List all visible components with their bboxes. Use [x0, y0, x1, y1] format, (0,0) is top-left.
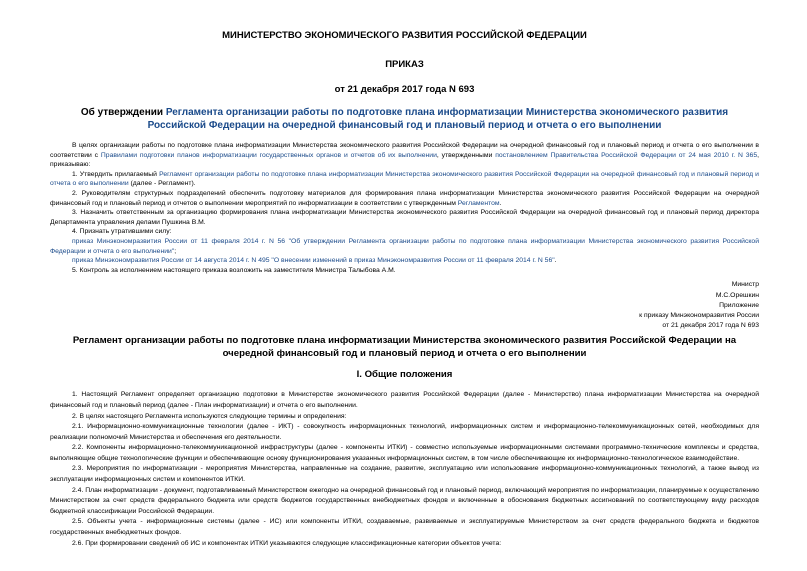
document-type: ПРИКАЗ — [385, 59, 424, 70]
item-2-text: 2. Руководителям структурных подразделений обеспечить подготовку материалов для формирования плана информатизации Министерства экономического развития Российской Федерации на очередной финансовый год и плановый период и отчетов о выполнении мероприятий по информатизации в соответствии с утвержденным — [50, 189, 759, 207]
appendix-label: Приложение — [719, 301, 759, 309]
reg-paragraph-2-3: 2.3. Мероприятия по информатизации - мероприятия Министерства, направленные на создание, развитие, эксплуатацию или использование информационно-коммуникационных технологий, а также вывод из эксплуатации информационных систем и компонентов ИТКИ. — [50, 465, 759, 484]
signature-block — [50, 280, 759, 331]
regulation-short-link[interactable]: Регламентом — [457, 199, 500, 207]
preamble-text-3: , приказываю: — [50, 151, 759, 169]
item-2 — [50, 189, 759, 208]
reg-paragraph-2: 2. В целях настоящего Регламента используются следующие термины и определения: — [72, 412, 347, 420]
section-heading — [50, 369, 759, 380]
rules-link[interactable]: Правилами подготовки планов информатизации государственных органов и отчетов об их выполнении — [100, 151, 437, 159]
preamble-text-2: , утвержденными — [436, 151, 496, 159]
appendix-order: к приказу Минэкономразвития России — [639, 311, 759, 319]
regulation-link[interactable]: Регламент организации работы по подготовке плана информатизации Министерства экономического развития Российской Федерации на очередной финансовый год и плановый период и отчета о его выполнении — [50, 170, 759, 188]
item-3: 3. Назначить ответственным за организацию формирования плана информатизации Министерства экономического развития Российской Федерации на очередной финансовый год и плановый период директора Департамента управления делами Пушкина В.М. — [50, 209, 759, 226]
reg-paragraph-2-5: 2.5. Объекты учета - информационные системы (далее - ИС) или компоненты ИТКИ, создаваемые, развиваемые и эксплуатируемые Министерством за счет средств федерального бюджета и бюджетов государственных внебюджетных фондов. — [50, 518, 759, 537]
preamble-paragraph — [50, 141, 759, 170]
item-5: 5. Контроль за исполнением настоящего приказа возложить на заместителя Министра Талыбова А.М. — [72, 266, 396, 274]
document-title — [58, 106, 751, 132]
reg-paragraph-2-2: 2.2. Компоненты информационно-телекоммуникационной инфраструктуры (далее - компоненты ИТКИ) - совместно используемые информационными системами программно-технические комплексы и средства, выполняющие общие технологические функции и обеспечивающие основу функционирования указанных информационных систем, в том числе обеспечивающие их информационно-технологическое взаимодействие. — [50, 444, 759, 462]
preamble-text-1: В целях организации работы по подготовке плана информатизации Министерства экономического развития Российской Федерации на очередной финансовый год и плановый период и отчета о его выполнении в соответствии с — [50, 142, 759, 159]
item-4: 4. Признать утратившими силу: — [72, 228, 172, 236]
document-date: от 21 декабря 2017 года N 693 — [334, 84, 475, 95]
title-regulation-link[interactable]: Регламента организации работы по подготовке плана информатизации Министерства экономического развития Российской Федерации на очередной финансовый год и плановый период и отчета о его выполнении — [147, 107, 729, 131]
order-495-link[interactable]: приказ Минэкономразвития России от 14 августа 2014 г. N 495 "О внесении изменений в приказ Минэкономразвития России от 11 февраля 2014 г. N 56" — [72, 257, 555, 265]
reg-paragraph-1: 1. Настоящий Регламент определяет организацию подготовки в Министерстве экономического развития Российской Федерации (далее - Министерство) плана информатизации Министерства на очередной финансовый год и плановый период (далее - План информатизации) и отчета о его выполнении. — [50, 391, 759, 409]
section-1-title: I. Общие положения — [356, 369, 453, 381]
reg-paragraph-2-6: 2.6. При формировании сведений об ИС и компонентах ИТКИ указываются следующие классификационные категории объектов учета: — [72, 539, 502, 547]
item-2-suffix: . — [499, 199, 502, 207]
item-4a-suffix: ; — [174, 247, 177, 255]
regulation-title: Регламент организации работы по подготовке плана информатизации Министерства экономического развития Российской Федерации на очередной финансовый год и плановый период и отчета о его выполнении — [72, 335, 737, 359]
signer-role: Министр — [731, 281, 759, 289]
order-56-link[interactable]: приказ Минэкономразвития России от 11 февраля 2014 г. N 56 "Об утверждении Регламента организации работы по подготовке плана информатизации Министерства экономического развития Российской Федерации и отчета о его выполнении" — [50, 237, 759, 255]
item-1-suffix: (далее - Регламент). — [128, 180, 196, 188]
reg-paragraph-2-4: 2.4. План информатизации - документ, подготавливаемый Министерством ежегодно на очередной финансовый год и плановый период, включающий мероприятия по информатизации, планируемые к осуществлению Министерством за счет средств федерального бюджета или средств бюджетов государственных внебюджетных фондов и включенные в обоснования бюджетных ассигнований по соответствующему виду расходов бюджетной классификации Российской Федерации. — [50, 486, 759, 515]
item-4a — [50, 237, 759, 256]
ministry-heading: МИНИСТЕРСТВО ЭКОНОМИЧЕСКОГО РАЗВИТИЯ РОССИЙСКОЙ ФЕДЕРАЦИИ — [222, 30, 587, 41]
item-1 — [50, 170, 759, 189]
appendix-date: от 21 декабря 2017 года N 693 — [662, 322, 759, 330]
item-4b-suffix: . — [554, 257, 557, 265]
reg-paragraph-2-1: 2.1. Информационно-коммуникационные технологии (далее - ИКТ) - совокупность информационных технологий, информационных систем и информационно-телекоммуникационных сетей, необходимых для реализации полномочий Министерства и обеспечения его деятельности. — [50, 423, 759, 441]
signer-name: М.С.Орешкин — [715, 291, 759, 299]
government-decree-link[interactable]: постановлением Правительства Российской Федерации от 24 мая 2010 г. N 365 — [495, 151, 758, 159]
item-4b — [50, 256, 759, 266]
order-body — [50, 141, 759, 275]
regulation-body — [50, 390, 759, 549]
item-1-text: 1. Утвердить прилагаемый — [72, 170, 160, 178]
title-prefix: Об утверждении — [80, 107, 166, 118]
